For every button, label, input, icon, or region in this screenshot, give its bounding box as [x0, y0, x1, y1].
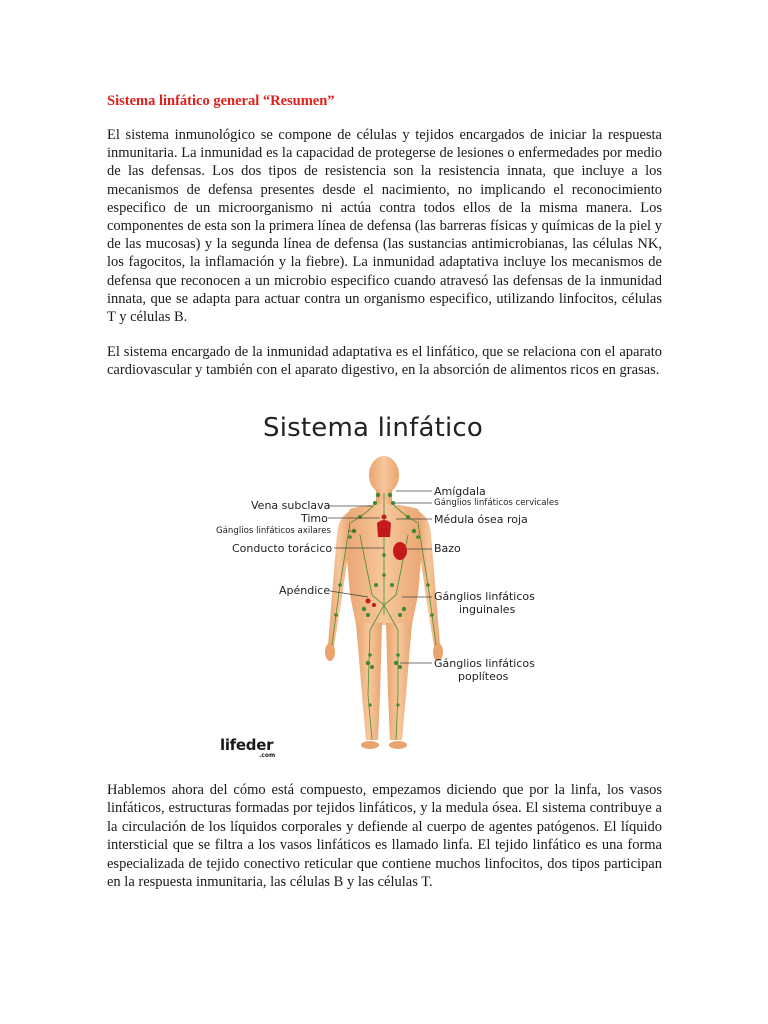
label-vena-subclava: Vena subclava: [251, 499, 331, 512]
lifeder-logo: lifeder: [220, 736, 274, 754]
label-inguinales: inguinales: [459, 603, 516, 616]
label-ganglios-cervicales: Gánglios linfáticos cervicales: [434, 498, 559, 508]
paragraph-adaptive: El sistema encargado de la inmunidad adaptativa es el linfático, que se relaciona con el aparato cardiovascular y también con el aparato digestivo, en la absorción de alimentos ricos en grasas.: [107, 344, 662, 379]
label-conducto-toracico: Conducto torácico: [232, 542, 333, 555]
label-apendice: Apéndice: [279, 584, 331, 597]
label-ganglios-inguinales: Gánglios linfáticos: [434, 590, 535, 603]
body-illustration: [200, 405, 568, 767]
label-ganglios-popliteos: Gánglios linfáticos: [434, 657, 535, 670]
lifeder-logo-suffix: .com: [259, 752, 276, 759]
label-timo: Timo: [301, 512, 328, 525]
label-bazo: Bazo: [434, 542, 461, 555]
label-popliteos: poplíteos: [458, 670, 509, 683]
figure-title: Sistema linfático: [263, 413, 484, 443]
paragraph-intro: El sistema inmunológico se compone de células y tejidos encargados de iniciar la respuesta inmunitaria. La inmunidad es la capacidad de protegerse de lesiones o enfermedades por medio de las defensas. Los dos tipos de resistencia son la resistencia innata, que incluye a los mecanismos de defensa presentes desde el nacimiento, no implicando el reconocimiento especifico de un microorganismo ni actúa contra todos ellos de la misma manera. Los componentes de esta son la primera línea de defensa (las barreras físicas y químicas de la piel y de las mucosas) y la segunda línea de defensa (las sustancias antimicrobianas, las células NK, los fagocitos, la inflamación y la fiebre). La inmunidad adaptativa incluye los mecanismos de defensa que reconocen a un microbio especifico cuando atravesó las defensas de la inmunidad innata, que se adapta para actuar contra un organismo especifico, utilizando linfocitos, células T y células B.: [107, 127, 662, 326]
label-ganglios-axilares: Gánglios linfáticos axilares: [216, 526, 332, 536]
label-amigdala: Amígdala: [434, 485, 486, 498]
document-title: Sistema linfático general “Resumen”: [107, 93, 335, 109]
label-medula-osea: Médula ósea roja: [434, 513, 528, 526]
spleen-shape: [393, 542, 407, 560]
heart-shape: [377, 520, 391, 537]
lymphatic-system-figure: [200, 405, 568, 767]
paragraph-composition: Hablemos ahora del cómo está compuesto, empezamos diciendo que por la linfa, los vasos linfáticos, estructuras formadas por tejidos linfáticos, y la medula ósea. El sistema contribuye a la circulación de los líquidos corporales y defiende al cuerpo de agentes patógenos. El líquido intersticial que se filtra a los vasos linfáticos es llamado linfa. El tejido linfático es una forma especializada de tejido conectivo reticular que contiene muchos linfocitos, dos tipos participan en la respuesta inmunitaria, las células B y las células T.: [107, 782, 662, 891]
